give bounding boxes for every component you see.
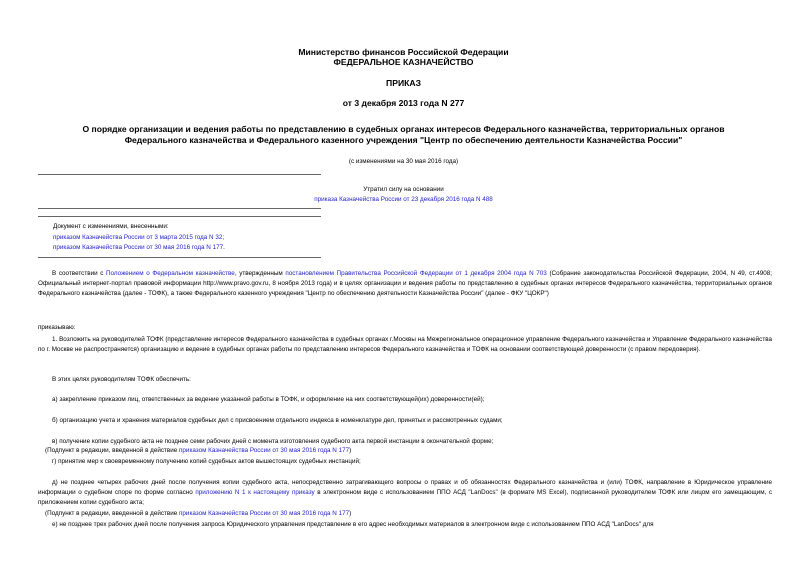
purpose-line: В этих целях руководителям ТОФК обеспечить: <box>52 376 191 383</box>
edit-note-2: (Подпункт в редакции, введенной в действие приказом Казначейства России от 30 мая 2016 года N 177) <box>45 510 352 517</box>
agency-name: ФЕДЕРАЛЬНОЕ КАЗНАЧЕЙСТВО <box>333 57 474 67</box>
item-g: г) принятие мер к своевременному получению копий судебных актов вышестоящих судебных инстанций; <box>52 458 361 465</box>
divider <box>38 257 321 258</box>
ministry-name: Министерство финансов Российской Федерации <box>298 47 509 57</box>
amendment-note: (с изменениями на 30 мая 2016 года) <box>348 158 459 165</box>
item-d: д) не позднее четырех рабочих дней после получения копии судебного акта, непосредственно затрагивающего вопросы о правах и об обязанностях Федерального казначейства и (или) ТОФК, направление в Юридическое управление информации о судебном споре по форме согласно приложению N 1 к настоящему приказу в электронном виде с использованием ППО АСД "LanDocs" (в формате MS Excel), подписанной руководителем ТОФК или лицом его замещающим, с приложением копии судебного акта; <box>38 479 773 506</box>
changes-link-1[interactable]: приказом Казначейства России от 3 марта 2015 года N 32; <box>53 234 225 241</box>
item-b: б) организацию учета и хранения материалов судебных дел с присвоением отдельного индекса в номенклатуре дел, принятых и рассмотренных судами; <box>52 417 503 424</box>
edit-note-2-link[interactable]: приказом Казначейства России от 30 мая 2016 года N 177 <box>179 510 350 517</box>
document-date: от 3 декабря 2013 года N 277 <box>342 98 465 108</box>
resolution-link[interactable]: постановлением Правительства Российской Федерации от 1 декабря 2004 года N 703 <box>285 270 547 277</box>
divider <box>38 208 321 209</box>
edit-note-1-link[interactable]: приказом Казначейства России от 30 мая 2016 года N 177 <box>179 447 350 454</box>
item-v: в) получение копии судебного акта не позднее семи рабочих дней с момента изготовления судебного акта первой инстанции в окончательной форме; <box>52 438 494 445</box>
preamble-paragraph: В соответствии с Положением о Федеральном казначействе, утвержденным постановлением Правительства Российской Федерации от 1 декабря 2004 года N 703 (Собрание законодательства Российской Федерации, 2004, N 49, ст.4908; Официальный интернет-портал правовой информации http://www.pravo.gov.ru, 8 ноября 2013 года) и в целях организации и ведения работы по представлению в судебных органах интересов Федерального казначейства, территориальных органов Федерального казначейства (далее - ТОФК), а также Федерального казенного учреждения "Центр по обеспечению деятельности Казначейства России" (далее - ФКУ "ЦОКР") <box>38 270 773 297</box>
revoked-text: Утратил силу на основании <box>363 186 444 193</box>
order-word: приказываю: <box>38 324 76 331</box>
revoked-link[interactable]: приказа Казначейства России от 23 декабря 2016 года N 488 <box>314 196 493 203</box>
document-type: ПРИКАЗ <box>386 78 421 88</box>
document-title-line2: Федерального казначейства и Федерального казенного учреждения "Центр по обеспечению деятельности Казначейства России" <box>124 135 683 145</box>
document-title-line1: О порядке организации и ведения работы по представлению в судебных органах интересов Федерального казначейства, территориальных органов <box>82 124 725 134</box>
regulation-link[interactable]: Положением о Федеральном казначействе <box>106 270 235 277</box>
changes-link-2[interactable]: приказом Казначейства России от 30 мая 2016 года N 177. <box>53 244 225 251</box>
item-e: е) не позднее трех рабочих дней после получения запроса Юридического управления представление в его адрес необходимых материалов в электронном виде с использованием ППО АСД "LanDocs" для <box>52 521 654 528</box>
item-1: 1. Возложить на руководителей ТОФК (представление интересов Федерального казначейства в судебных органах г.Москвы на Межрегиональное операционное управление Федерального казначейства и Управление Федерального казначейства по г. Москве не распространяется) организацию и ведение в судебных органах работы по представлению интересов Федерального казначейства и ТОФК на основании соответствующей доверенности (с правом передоверия). <box>38 336 772 353</box>
divider <box>38 216 321 217</box>
edit-note-1: (Подпункт в редакции, введенной в действие приказом Казначейства России от 30 мая 2016 года N 177) <box>45 447 352 454</box>
changes-heading: Документ с изменениями, внесенными: <box>53 223 169 230</box>
appendix-link[interactable]: приложению N 1 к настоящему приказу <box>195 489 315 496</box>
divider <box>38 174 321 175</box>
item-a: а) закрепление приказом лиц, ответственных за ведение указанной работы в ТОФК, и оформление на них соответствующей(их) доверенности(ей); <box>52 396 485 403</box>
